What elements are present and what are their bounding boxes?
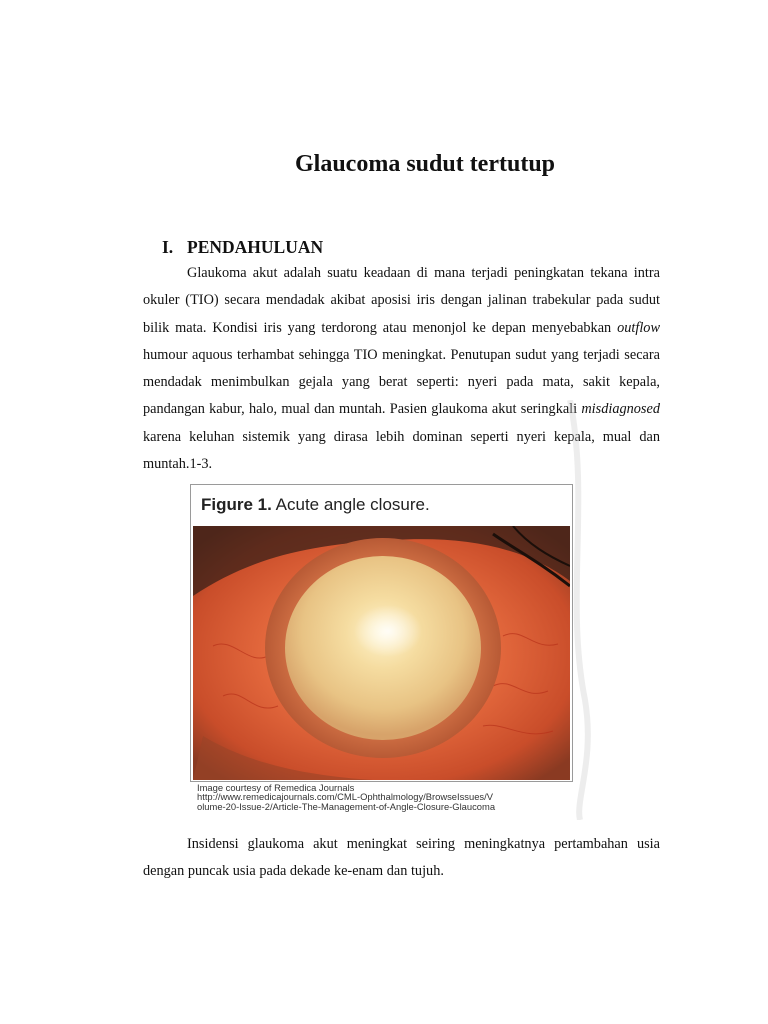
figure-label: Figure 1. bbox=[201, 495, 272, 514]
paragraph-italic-term-misdiagnosed: misdiagnosed bbox=[581, 401, 660, 418]
incidence-paragraph-text: Insidensi glaukoma akut meningkat seiring meningkatnya pertambahan usia dengan puncak usia pada dekade ke-enam dan tujuh. bbox=[143, 836, 660, 880]
paragraph-text-part2: humour aquous terhambat sehingga TIO meningkat. Penutupan sudut yang terjadi secara mendadak menimbulkan gejala yang berat seperti: nyeri pada mata, sakit kepala, pandangan kabur, halo, mual dan muntah. Pasien glaukoma akut seringkali bbox=[143, 346, 660, 418]
figure-title bbox=[201, 495, 430, 515]
section-heading-text: PENDAHULUAN bbox=[187, 237, 324, 257]
figure-title-text: Acute angle closure. bbox=[275, 495, 430, 514]
page-title: Glaucoma sudut tertutup bbox=[294, 151, 556, 177]
paragraph-text-part3: karena keluhan sistemik yang dirasa lebih dominan seperti nyeri kepala, mual dan muntah.1-3. bbox=[143, 428, 660, 473]
section-number: I. bbox=[162, 237, 174, 257]
eye-photo bbox=[193, 526, 570, 780]
corneal-reflection bbox=[354, 605, 422, 657]
caption-line: olume-20-Issue-2/Article-The-Management-of-Angle-Closure-Glaucoma bbox=[197, 800, 496, 812]
figure-1 bbox=[190, 484, 573, 782]
paragraph-italic-term-outflow: outflow bbox=[617, 319, 660, 336]
incidence-paragraph bbox=[143, 831, 660, 886]
caption-line: http://www.remedicajournals.com/CML-Ophthalmology/BrowseIssues/V bbox=[197, 791, 493, 803]
figure-caption bbox=[197, 783, 495, 811]
introduction-paragraph bbox=[143, 260, 660, 478]
section-heading bbox=[162, 237, 323, 257]
paragraph-text-part1: Glaukoma akut adalah suatu keadaan di mana terjadi peningkatan tekana intra okuler (TIO) secara mendadak akibat aposisi iris dengan jalinan trabekular pada sudut bilik mata. Kondisi iris yang terdorong atau menonjol ke depan menyebabkan bbox=[143, 265, 660, 336]
caption-line: Image courtesy of Remedica Journals bbox=[197, 782, 355, 793]
